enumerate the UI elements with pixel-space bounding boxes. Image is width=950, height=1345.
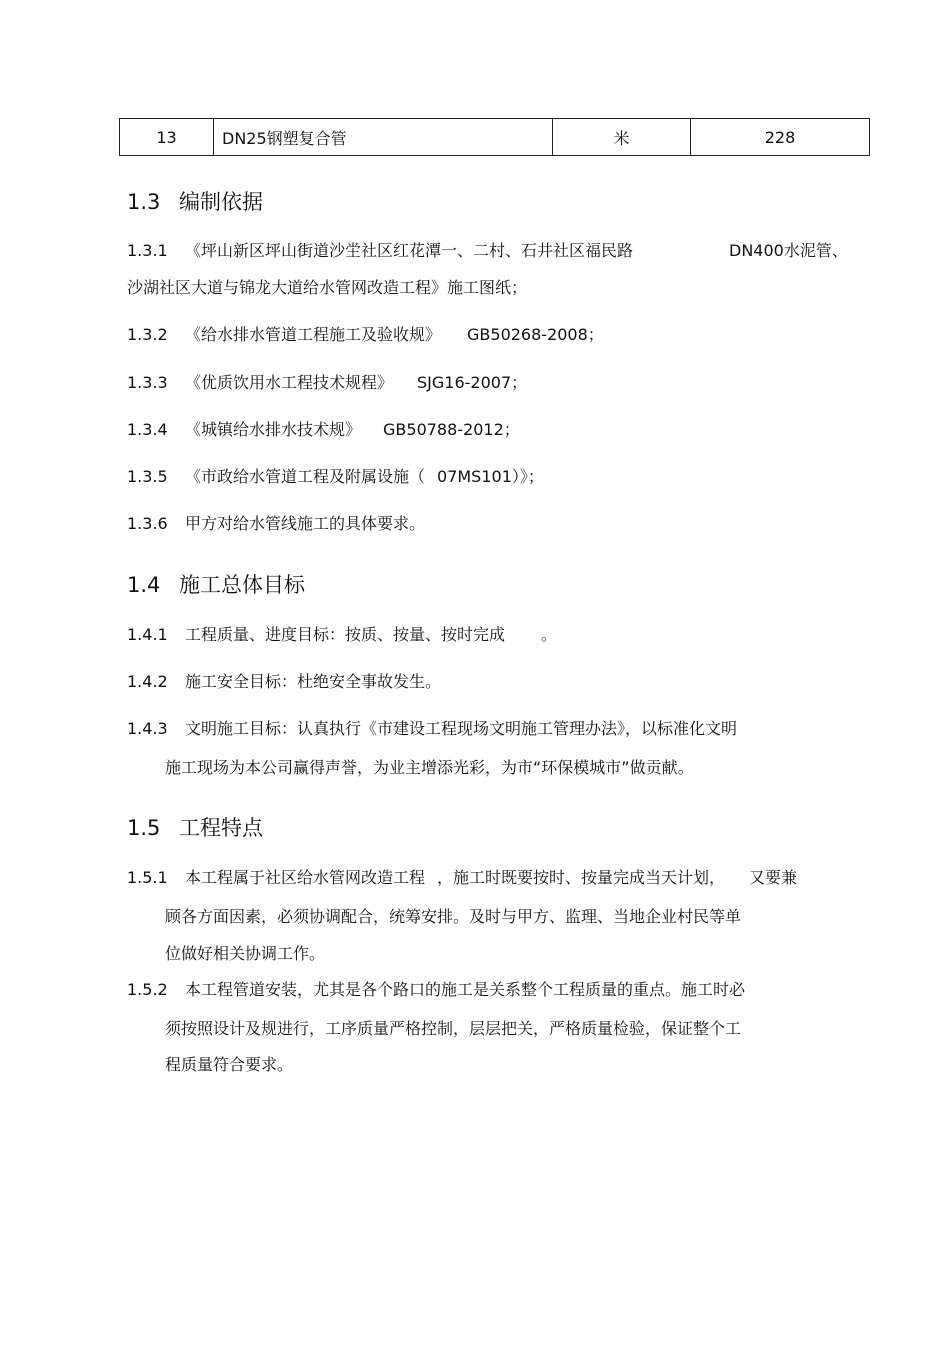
- section-heading-1-4: 1.4 施工总体目标: [127, 573, 305, 597]
- item-1-3-3: 1.3.3 《优质饮用水工程技术规程》 SJG16-2007；: [127, 373, 528, 392]
- item-1-4-3-cont: 施工现场为本公司赢得声誉，为业主增添光彩，为市“环保模城市”做贡献。: [165, 758, 694, 777]
- item-1-3-6: 1.3.6 甲方对给水管线施工的具体要求。: [127, 514, 426, 533]
- item-1-3-1-cont: 沙湖社区大道与锦龙大道给水管网改造工程》施工图纸；: [127, 278, 528, 297]
- item-1-5-1: 1.5.1 本工程属于社区给水管网改造工程 ，施工时既要按时、按量完成当天计划， 又要兼: [127, 868, 798, 887]
- item-1-3-5: 1.3.5 《市政给水管道工程及附属设施（ 07MS101）》；: [127, 467, 544, 486]
- item-1-5-1-cont2: 位做好相关协调工作。: [165, 944, 326, 963]
- item-1-5-1-cont: 顾各方面因素，必须协调配合，统筹安排。及时与甲方、监理、当地企业村民等单: [165, 907, 742, 926]
- item-1-4-1: 1.4.1 工程质量、进度目标：按质、按量、按时完成 。: [127, 625, 558, 644]
- item-1-3-4: 1.3.4 《城镇给水排水技术规》 GB50788-2012；: [127, 420, 520, 439]
- item-1-3-1: 1.3.1 《坪山新区坪山街道沙坣社区红花潭一、二村、石井社区福民路 DN400水泥管、: [127, 241, 848, 260]
- section-heading-1-5: 1.5 工程特点: [127, 816, 263, 840]
- section-heading-1-3: 1.3 编制依据: [127, 190, 263, 214]
- cell-qty: 228: [691, 119, 870, 156]
- item-1-5-2-cont: 须按照设计及规进行，工序质量严格控制，层层把关，严格质量检验，保证整个工: [165, 1019, 742, 1038]
- materials-table: [119, 118, 870, 156]
- table-row: [120, 119, 870, 156]
- item-1-5-2: 1.5.2 本工程管道安装，尤其是各个路口的施工是关系整个工程质量的重点。施工时必: [127, 980, 746, 999]
- cell-no: 13: [120, 119, 214, 156]
- item-1-4-3: 1.4.3 文明施工目标：认真执行《市建设工程现场文明施工管理办法》，以标准化文明: [127, 719, 738, 738]
- item-1-3-2: 1.3.2 《给水排水管道工程施工及验收规》 GB50268-2008；: [127, 325, 604, 344]
- cell-unit: 米: [553, 119, 691, 156]
- item-1-5-2-cont2: 程质量符合要求。: [165, 1055, 294, 1074]
- cell-name: DN25钢塑复合管: [214, 119, 553, 156]
- item-1-4-2: 1.4.2 施工安全目标：杜绝安全事故发生。: [127, 672, 442, 691]
